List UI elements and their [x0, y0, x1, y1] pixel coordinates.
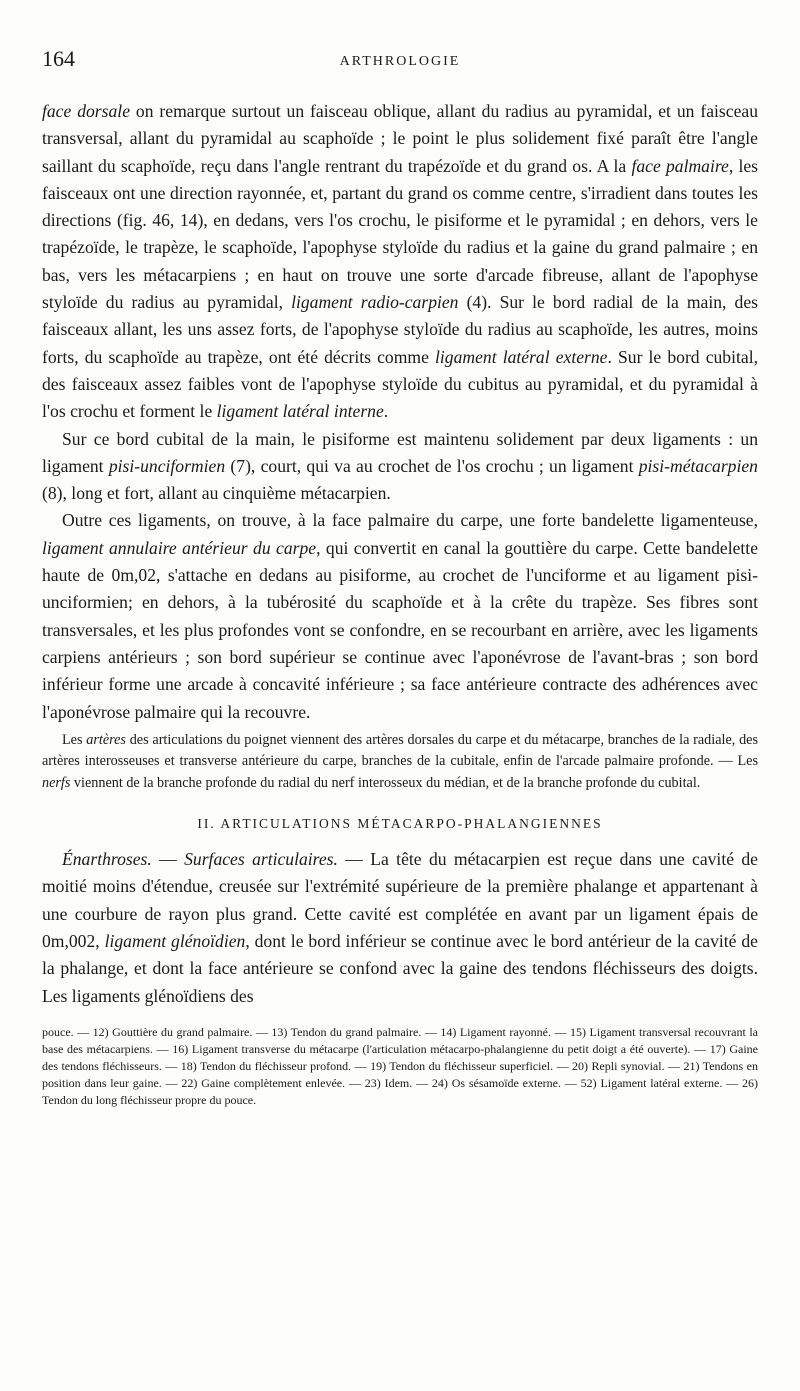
text-run: , les faisceaux ont une direction rayonnée, et, partant du grand os comme centre, s'irradient dans toutes les directions (fig. 46, 14), en dedans, vers l'os crochu, le pisiforme et le pyramidal ; en dehors, vers le trapézoïde, le trapèze, le scaphoïde, l'apophyse styloïde du radius et la gaine du grand palmaire ; en bas, vers les métacarpiens ; en haut on trouve une sorte d'arcade fibreuse, allant de l'apophyse styloïde du radius au pyramidal, [42, 155, 759, 313]
text-run: Les [62, 731, 87, 748]
text-run: , dont le bord inférieur se continue avec le bord antérieur de la cavité de la phalange, et dont la face antérieure se confond avec la gaine des tendons fléchisseurs des doigts. Les ligaments glénoïdiens des [42, 930, 758, 1006]
italic-term: Énarthroses. [62, 849, 152, 870]
text-run: (7), court, qui va au crochet de l'os crochu ; un ligament [225, 455, 639, 476]
section-title: II. ARTICULATIONS MÉTACARPO-PHALANGIENNES [197, 816, 603, 832]
paragraph [42, 507, 758, 725]
document-page [42, 0, 758, 1109]
italic-term: face palmaire [631, 155, 729, 176]
text-run: des articulations du poignet viennent des artères dorsales du carpe et du métacarpe, branches de la radiale, des artères interosseuses et transverse antérieure du carpe, branches de la cubitale, enfin de l'arcade palmaire profonde. — Les [42, 731, 758, 770]
italic-term: ligament latéral interne [216, 401, 384, 422]
text-run: — La tête du métacarpien est reçue dans une cavité de moitié moins d'étendue, creusée sur l'extrémité supérieure de la première phalange et appartenant à une courbure de rayon plus grand. Cette cavité est complétée en avant par un ligament épais de 0m,002, [42, 849, 758, 951]
italic-term: face dorsale [42, 101, 130, 121]
running-title: ARTHROLOGIE [339, 54, 461, 69]
italic-term: pisi-unciformien [108, 455, 226, 476]
italic-term: ligament latéral externe [435, 346, 608, 367]
text-run: — [151, 849, 185, 870]
page-header [42, 46, 758, 98]
text-run: Sur ce bord cubital de la main, le pisiforme est maintenu solidement par deux ligaments : un ligament [42, 428, 758, 476]
italic-term: Surfaces articulaires. [184, 849, 338, 870]
paragraph [42, 426, 758, 508]
paragraph [42, 730, 758, 794]
text-run: . Sur le bord cubital, des faisceaux assez faibles vont de l'apophyse styloïde du cubitus au pyramidal, et du pyramidal à l'os crochu et forment le [42, 346, 758, 422]
italic-term: pisi-métacarpien [638, 455, 758, 476]
text-run: viennent de la branche profonde du radial du nerf interosseux du médian, et de la branche profonde du cubital. [70, 774, 701, 791]
italic-term: ligament glénoïdien [104, 930, 246, 951]
section-text [42, 846, 758, 1010]
italic-term: nerfs [42, 774, 71, 791]
text-run: (4). Sur le bord radial de la main, des faisceaux allant, les uns assez forts, de l'apophyse styloïde du radius au scaphoïde, les autres, moins forts, du scaphoïde au trapèze, ont été décrits comme [42, 292, 758, 367]
italic-term: ligament annulaire antérieur du carpe [42, 537, 317, 558]
legend-text: pouce. — 12) Gouttière du grand palmaire. — 13) Tendon du grand palmaire. — 14) Ligament rayonné. — 15) Ligament transversal recouvrant la base des métacarpiens. — 16) Ligament transverse du métacarpe (l'articulation métacarpo-phalangienne du petit doigt a été ouverte). — 17) Gaine des tendons fléchisseurs. — 18) Tendon du fléchisseur profond. — 19) Tendon du fléchisseur superficiel. — 20) Repli synovial. — 21) Tendons en position dans leur gaine. — 22) Gaine complètement enlevée. — 23) Idem. — 24) Os sésamoïde externe. — 52) Ligament latéral externe. — 26) Tendon du long fléchisseur propre du pouce. [42, 1024, 758, 1107]
small-print-note [42, 730, 758, 794]
text-run: on remarque surtout un faisceau oblique, allant du radius au pyramidal, et un faisceau transversal, allant du pyramidal au scaphoïde ; le point le plus solidement fixé paraît être l'angle saillant du scaphoïde, reçu dans l'angle rentrant du trapézoïde et du grand os. A la [42, 101, 758, 176]
text-run: . [383, 401, 389, 422]
paragraph [42, 98, 758, 426]
text-run: (8), long et fort, allant au cinquième métacarpien. [42, 483, 391, 504]
figure-legend [42, 1024, 758, 1109]
paragraph [42, 846, 758, 1010]
italic-term: artères [86, 731, 126, 748]
page-number: 164 [42, 46, 75, 71]
text-run: , qui convertit en canal la gouttière du carpe. Cette bandelette haute de 0m,02, s'attache en dedans au pisiforme, au crochet de l'unciforme et au ligament pisi-unciformien; en dehors, à la tubérosité du scaphoïde et à la crête du trapèze. Ses fibres sont transversales, et les plus profondes vont se confondre, en se recourbant en arrière, avec les ligaments carpiens antérieurs ; son bord supérieur se continue avec l'aponévrose de l'avant-bras ; son bord inférieur forme une arcade à concavité inférieure ; sa face antérieure contracte des adhérences avec l'aponévrose palmaire qui la recouvre. [42, 537, 758, 722]
italic-term: ligament radio-carpien [291, 292, 459, 313]
main-text [42, 98, 758, 726]
text-run: Outre ces ligaments, on trouve, à la face palmaire du carpe, une forte bandelette ligamenteuse, [62, 510, 758, 531]
